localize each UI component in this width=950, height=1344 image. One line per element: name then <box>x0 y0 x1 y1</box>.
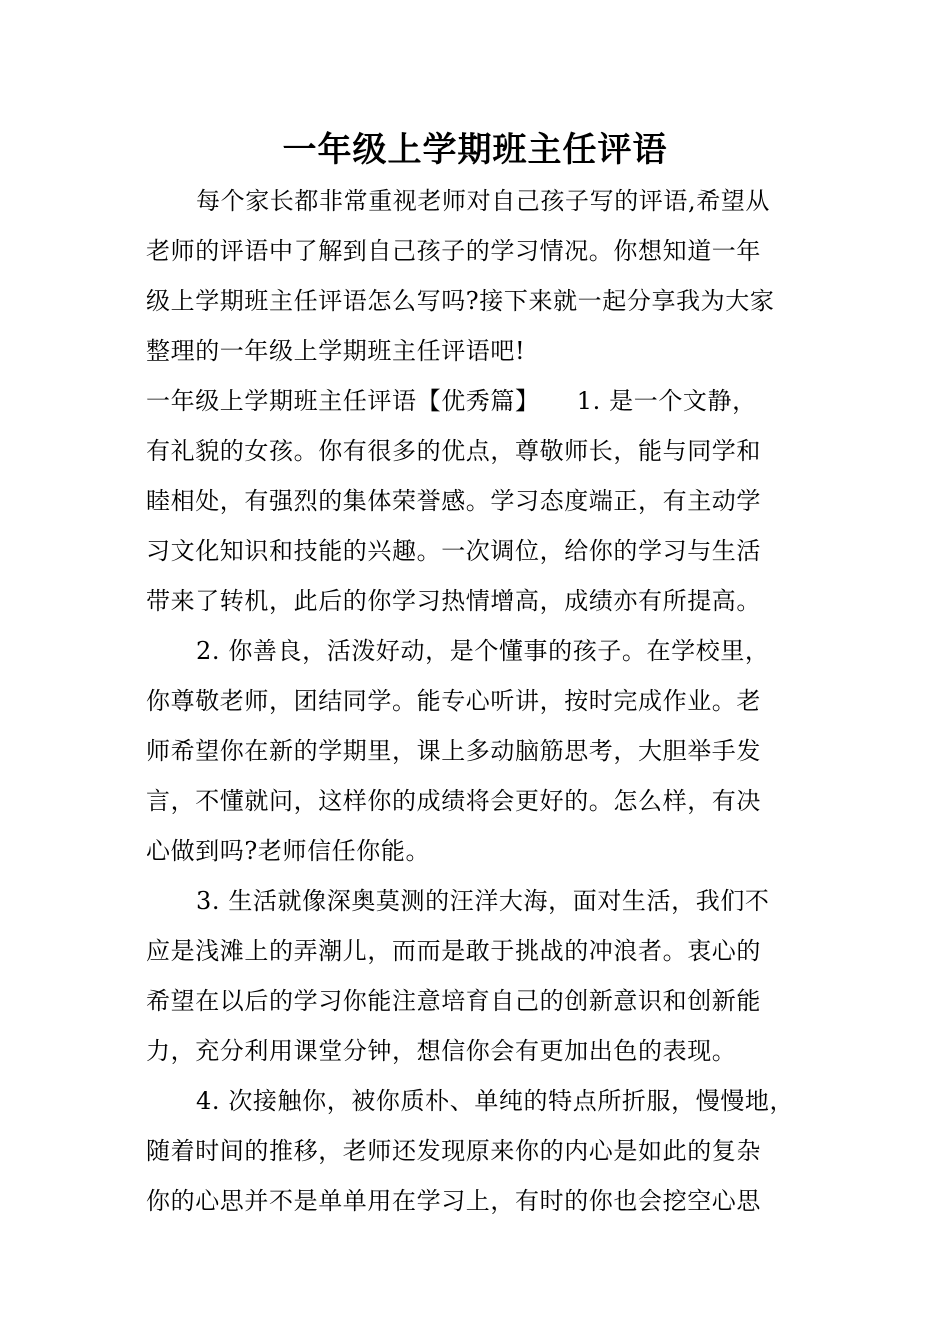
text-line: 随着时间的推移，老师还发现原来你的内心是如此的复杂 <box>146 1137 761 1165</box>
paragraph-intro <box>146 176 808 376</box>
text-line: 有礼貌的女孩。你有很多的优点，尊敬师长，能与同学和 <box>146 437 761 465</box>
text-line: 你尊敬老师，团结同学。能专心听讲，按时完成作业。老 <box>146 687 761 715</box>
paragraph-comment-4 <box>146 1076 808 1226</box>
text-line: 师希望你在新的学期里，课上多动脑筋思考，大胆举手发 <box>146 737 761 765</box>
text-line: 希望在以后的学习你能注意培育自己的创新意识和创新能 <box>146 987 761 1015</box>
document-body <box>146 176 808 1226</box>
text-line: 习文化知识和技能的兴趣。一次调位，给你的学习与生活 <box>146 537 761 565</box>
text-line: 带来了转机，此后的你学习热情增高，成绩亦有所提高。 <box>146 587 761 615</box>
text-line: 一年级上学期班主任评语【优秀篇】 1. 是一个文静， <box>146 387 757 415</box>
text-line: 心做到吗?老师信任你能。 <box>146 837 431 865</box>
paragraph-comment-1 <box>146 376 808 626</box>
paragraph-comment-2 <box>146 626 808 876</box>
document-title: 一年级上学期班主任评语 <box>282 130 668 170</box>
text-line: 言，不懂就问，这样你的成绩将会更好的。怎么样，有决 <box>146 787 761 815</box>
text-line: 睦相处，有强烈的集体荣誉感。学习态度端正，有主动学 <box>146 487 761 515</box>
text-line: 你的心思并不是单单用在学习上，有时的你也会挖空心思 <box>146 1187 761 1215</box>
text-line: 3. 生活就像深奥莫测的汪洋大海，面对生活，我们不 <box>196 887 770 915</box>
text-line: 整理的一年级上学期班主任评语吧! <box>146 337 526 365</box>
text-line: 每个家长都非常重视老师对自己孩子写的评语,希望从 <box>196 187 771 215</box>
text-line: 4. 次接触你，被你质朴、单纯的特点所折服，慢慢地， <box>196 1087 795 1115</box>
text-line: 应是浅滩上的弄潮儿，而而是敢于挑战的冲浪者。衷心的 <box>146 937 761 965</box>
text-line: 力，充分利用课堂分钟，想信你会有更加出色的表现。 <box>146 1037 737 1065</box>
text-line: 级上学期班主任评语怎么写吗?接下来就一起分享我为大家 <box>146 287 775 315</box>
paragraph-comment-3 <box>146 876 808 1076</box>
text-line: 老师的评语中了解到自己孩子的学习情况。你想知道一年 <box>146 237 761 265</box>
text-line: 2. 你善良，活泼好动，是个懂事的孩子。在学校里， <box>196 637 770 665</box>
